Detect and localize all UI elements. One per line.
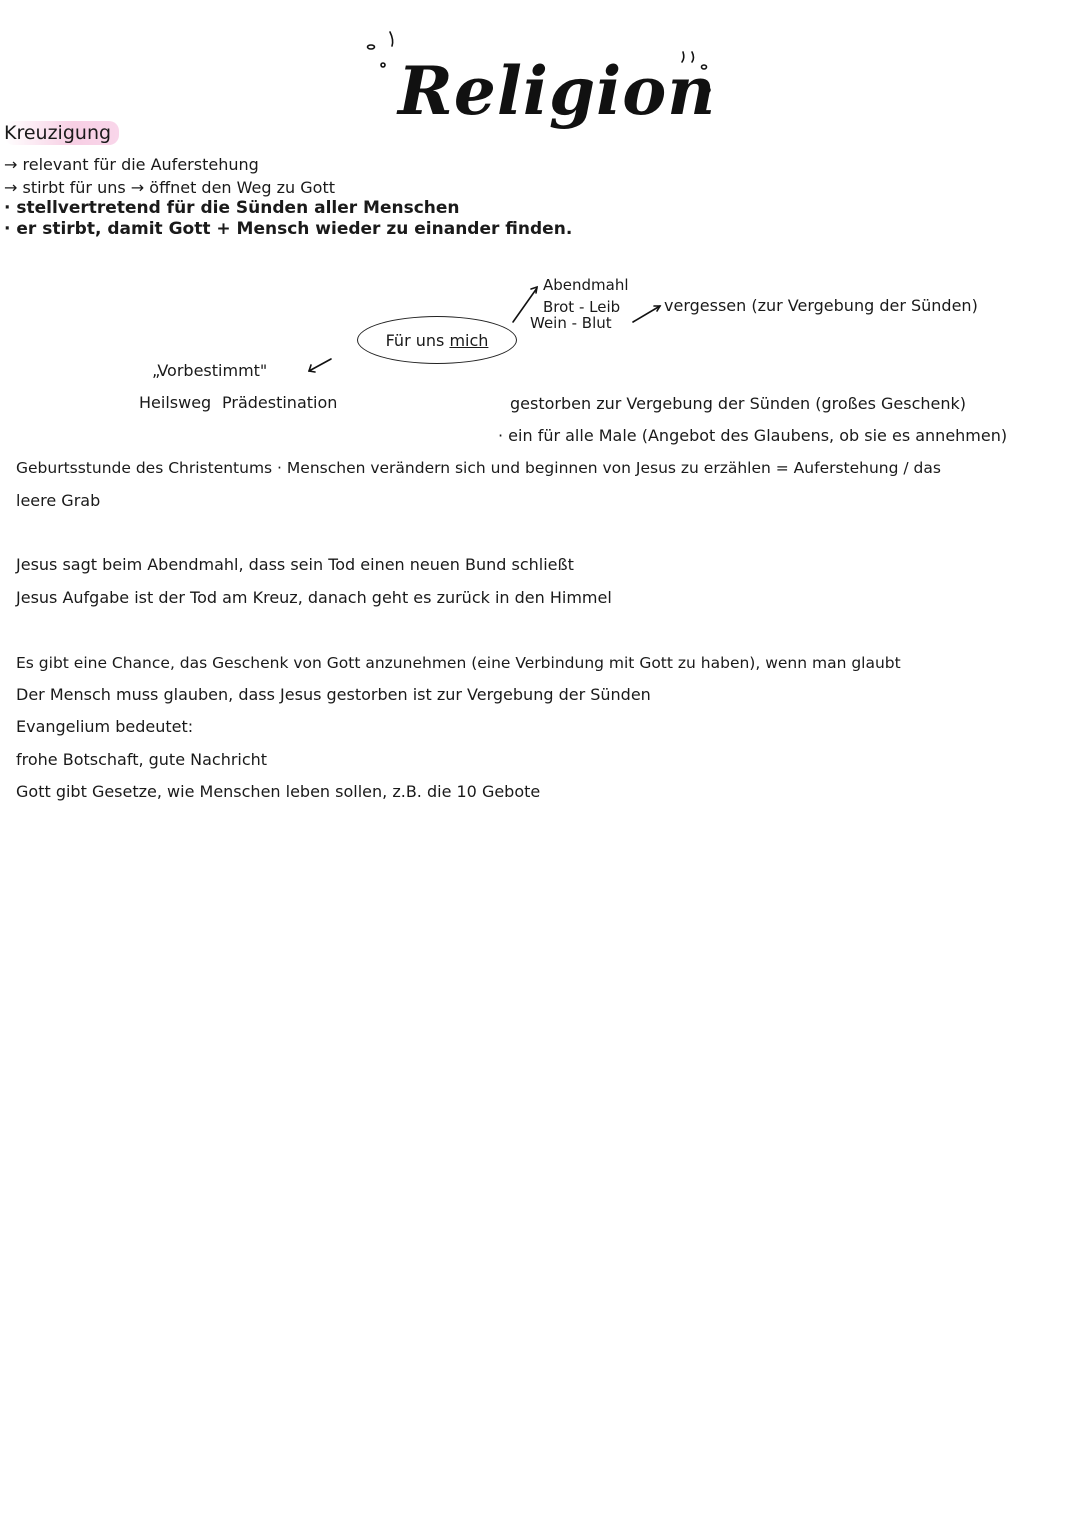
diagram-heilsweg: Heilsweg <box>139 393 212 412</box>
diagram-brot: Brot - Leib <box>543 298 621 316</box>
diagram-vorbestimmt: „Vorbestimmt" <box>152 361 268 380</box>
diagram-oval <box>357 316 517 364</box>
paragraph-line: Evangelium bedeutet: <box>16 717 194 736</box>
paragraph-line: Der Mensch muss glauben, dass Jesus gestorben ist zur Vergebung der Sünden <box>16 685 651 704</box>
diagram-praedestination: Prädestination <box>222 393 338 412</box>
paragraph-line: leere Grab <box>16 491 101 510</box>
diagram-wein: Wein - Blut <box>530 314 612 332</box>
paragraph-line: Jesus sagt beim Abendmahl, dass sein Tod einen neuen Bund schließt <box>16 555 574 574</box>
paragraph-line: frohe Botschaft, gute Nachricht <box>16 750 268 769</box>
oval-text: Für uns <box>385 330 445 350</box>
arrow-to-vorbestimmt <box>309 359 331 371</box>
topic-heading: Kreuzigung <box>4 121 119 145</box>
diagram-vergessen: vergessen (zur Vergebung der Sünden) <box>664 296 978 315</box>
paragraph-line: Es gibt eine Chance, das Geschenk von Gott anzunehmen (eine Verbindung mit Gott zu haben), wenn man glaubt <box>16 654 901 672</box>
note-line: · stellvertretend für die Sünden aller Menschen <box>4 198 460 218</box>
arrow-to-vergessen <box>633 306 660 322</box>
diagram-abendmahl: Abendmahl <box>543 276 629 294</box>
paragraph-line: Gott gibt Gesetze, wie Menschen leben sollen, z.B. die 10 Gebote <box>16 782 541 801</box>
note-line: · er stirbt, damit Gott + Mensch wieder zu einander finden. <box>4 219 573 239</box>
diagram-ein-fuer-alle: · ein für alle Male (Angebot des Glaubens, ob sie es annehmen) <box>498 426 1008 445</box>
page-title: Religion <box>398 52 717 130</box>
note-line: → stirbt für uns → öffnet den Weg zu Gott <box>4 178 335 197</box>
note-line: → relevant für die Auferstehung <box>4 155 259 174</box>
sparkle-mark <box>381 63 385 67</box>
paragraph-line: Jesus Aufgabe ist der Tod am Kreuz, danach geht es zurück in den Himmel <box>16 588 612 607</box>
diagram-gestorben: gestorben zur Vergebung der Sünden (großes Geschenk) <box>510 394 967 413</box>
paragraph-line: Geburtsstunde des Christentums · Menschen verändern sich und beginnen von Jesus zu erzählen = Auferstehung / das <box>16 459 941 477</box>
oval-underlined: mich <box>449 330 489 350</box>
sparkle-mark <box>368 45 375 49</box>
sparkle-mark <box>390 32 393 46</box>
